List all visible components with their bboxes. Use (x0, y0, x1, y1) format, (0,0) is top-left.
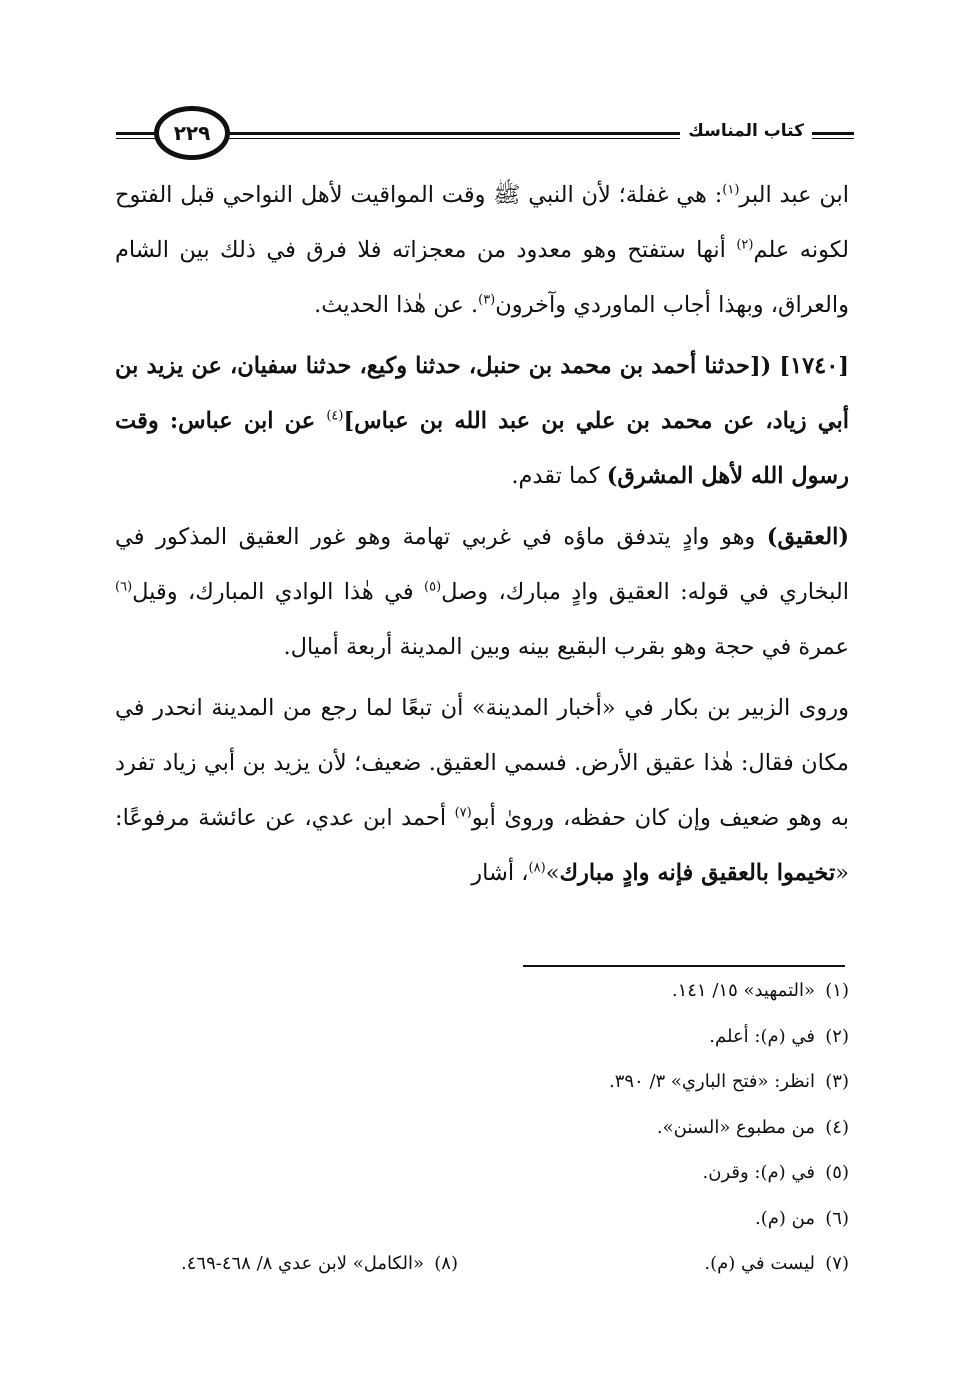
text-run: في هٰذا الوادي المبارك، وقيل (132, 579, 424, 605)
footnote-ref: (٣) (478, 292, 496, 308)
text-run: وروى الزبير بن بكار في «أخبار المدينة» أن تبعًا لما رجع من المدينة انحدر في مكان فقال: هٰذا عقيق الأرض. فسمي العقيق. ضعيف؛ لأن يزيد بن أبي زياد تفرد به وهو ضعيف وإن كان حفظه، وروىٰ أبو (115, 695, 849, 831)
paragraph-hadith-1740 (115, 339, 849, 504)
text-run: . عن هٰذا (396, 292, 479, 318)
footnote-number: (١) (825, 980, 849, 1001)
term-aqiq: (العقيق) (766, 524, 849, 550)
page-number: ٢٢٩ (173, 121, 211, 145)
footnote-number: (٧) (825, 1253, 849, 1274)
footnote-ref: (٢) (736, 237, 754, 253)
footnote-2 (115, 1014, 849, 1060)
footnote-1 (115, 968, 849, 1014)
text-run: : هي غفلة؛ لأن النبي ﷺ وقت المواقيت لأهل النواحي (222, 182, 723, 208)
hadith-quote: تخيموا بالعقيق فإنه وادٍ مبارك (559, 860, 836, 886)
footnote-row-7-8 (115, 1241, 849, 1287)
footnote-number: (٤) (825, 1116, 849, 1138)
footnote-ref: (٤) (326, 408, 344, 424)
main-text (115, 168, 849, 901)
page-header (116, 100, 854, 170)
footnote-3 (115, 1059, 849, 1105)
paragraph-zubayr (115, 681, 849, 901)
text-run: وهو وادٍ يتدفق ماؤه في غربي تهامة وهو غور العقيق المذكور في البخاري في قوله: العقيق وادٍ مبارك، وصل (115, 524, 849, 605)
text-run: قبل الفتوح لكونه علم (115, 182, 849, 263)
text-run: ، أشار (471, 860, 529, 886)
footnote-ref: (٦) (115, 579, 133, 595)
footnote-number: (٥) (825, 1162, 849, 1183)
footnote-number: (٣) (825, 1071, 849, 1092)
footnote-number: (٨) (434, 1253, 458, 1274)
text-run: ابن عبد البر (739, 182, 849, 208)
paragraph-aqiq (115, 510, 849, 675)
text-run: » (545, 860, 560, 886)
footnote-7 (704, 1241, 849, 1287)
text-run: كما تقدم. (511, 463, 607, 489)
footnote-text: انظر: «فتح الباري» ٣/ ٣٩٠. (608, 1071, 815, 1092)
footnote-8 (115, 1241, 458, 1287)
footnote-number: (٦) (825, 1207, 849, 1229)
footnote-text: من (م). (755, 1207, 815, 1229)
footnote-text: في (م): أعلم. (709, 1025, 815, 1047)
text-run: الحديث. (314, 292, 390, 318)
paragraph-1 (115, 168, 849, 333)
footnote-text: من مطبوع «السنن». (656, 1116, 815, 1138)
footnote-separator (523, 965, 845, 967)
footnote-ref: (٥) (424, 579, 442, 595)
footnote-text: ليست في (م). (704, 1253, 815, 1274)
footnote-text: «التمهيد» ١٥/ ١٤١. (671, 980, 815, 1001)
footnote-text: «الكامل» لابن عدي ٨/ ٤٦٨-٤٦٩. (181, 1253, 424, 1274)
footnote-5 (115, 1150, 849, 1196)
page-number-oval (154, 106, 230, 160)
footnote-6 (115, 1196, 849, 1242)
text-run: ذلك بين الشام والعراق، وبهذا أجاب الماوردي وآخرون (115, 237, 849, 318)
footnote-text: في (م): وقرن. (702, 1162, 815, 1183)
footnote-ref: (٨) (528, 860, 546, 876)
footnote-4 (115, 1105, 849, 1151)
footnote-number: (٢) (825, 1025, 849, 1047)
hadith-text: عن ابن عباس: وقت رسول الله لأهل المشرق) (115, 408, 849, 489)
text-run: عمرة في حجة وهو بقرب البقيع بينه وبين المدينة أربعة أميال. (283, 634, 849, 660)
text-run: أحمد ابن عدي، عن عائشة مرفوعًا: « (115, 805, 849, 886)
text-run: أنها ستفتح وهو معدود من معجزاته فلا فرق في (266, 237, 737, 263)
isnad-text: [١٧٤٠] ([حدثنا أحمد بن محمد بن حنبل، حدثنا وكيع، حدثنا سفيان، عن يزيد بن أبي زياد، عن محمد بن علي بن عبد الله بن عباس] (115, 353, 849, 434)
footnotes (115, 968, 849, 1287)
book-title: كتاب المناسك (680, 120, 812, 142)
footnote-ref: (٧) (454, 805, 472, 821)
footnote-ref: (١) (722, 182, 740, 198)
